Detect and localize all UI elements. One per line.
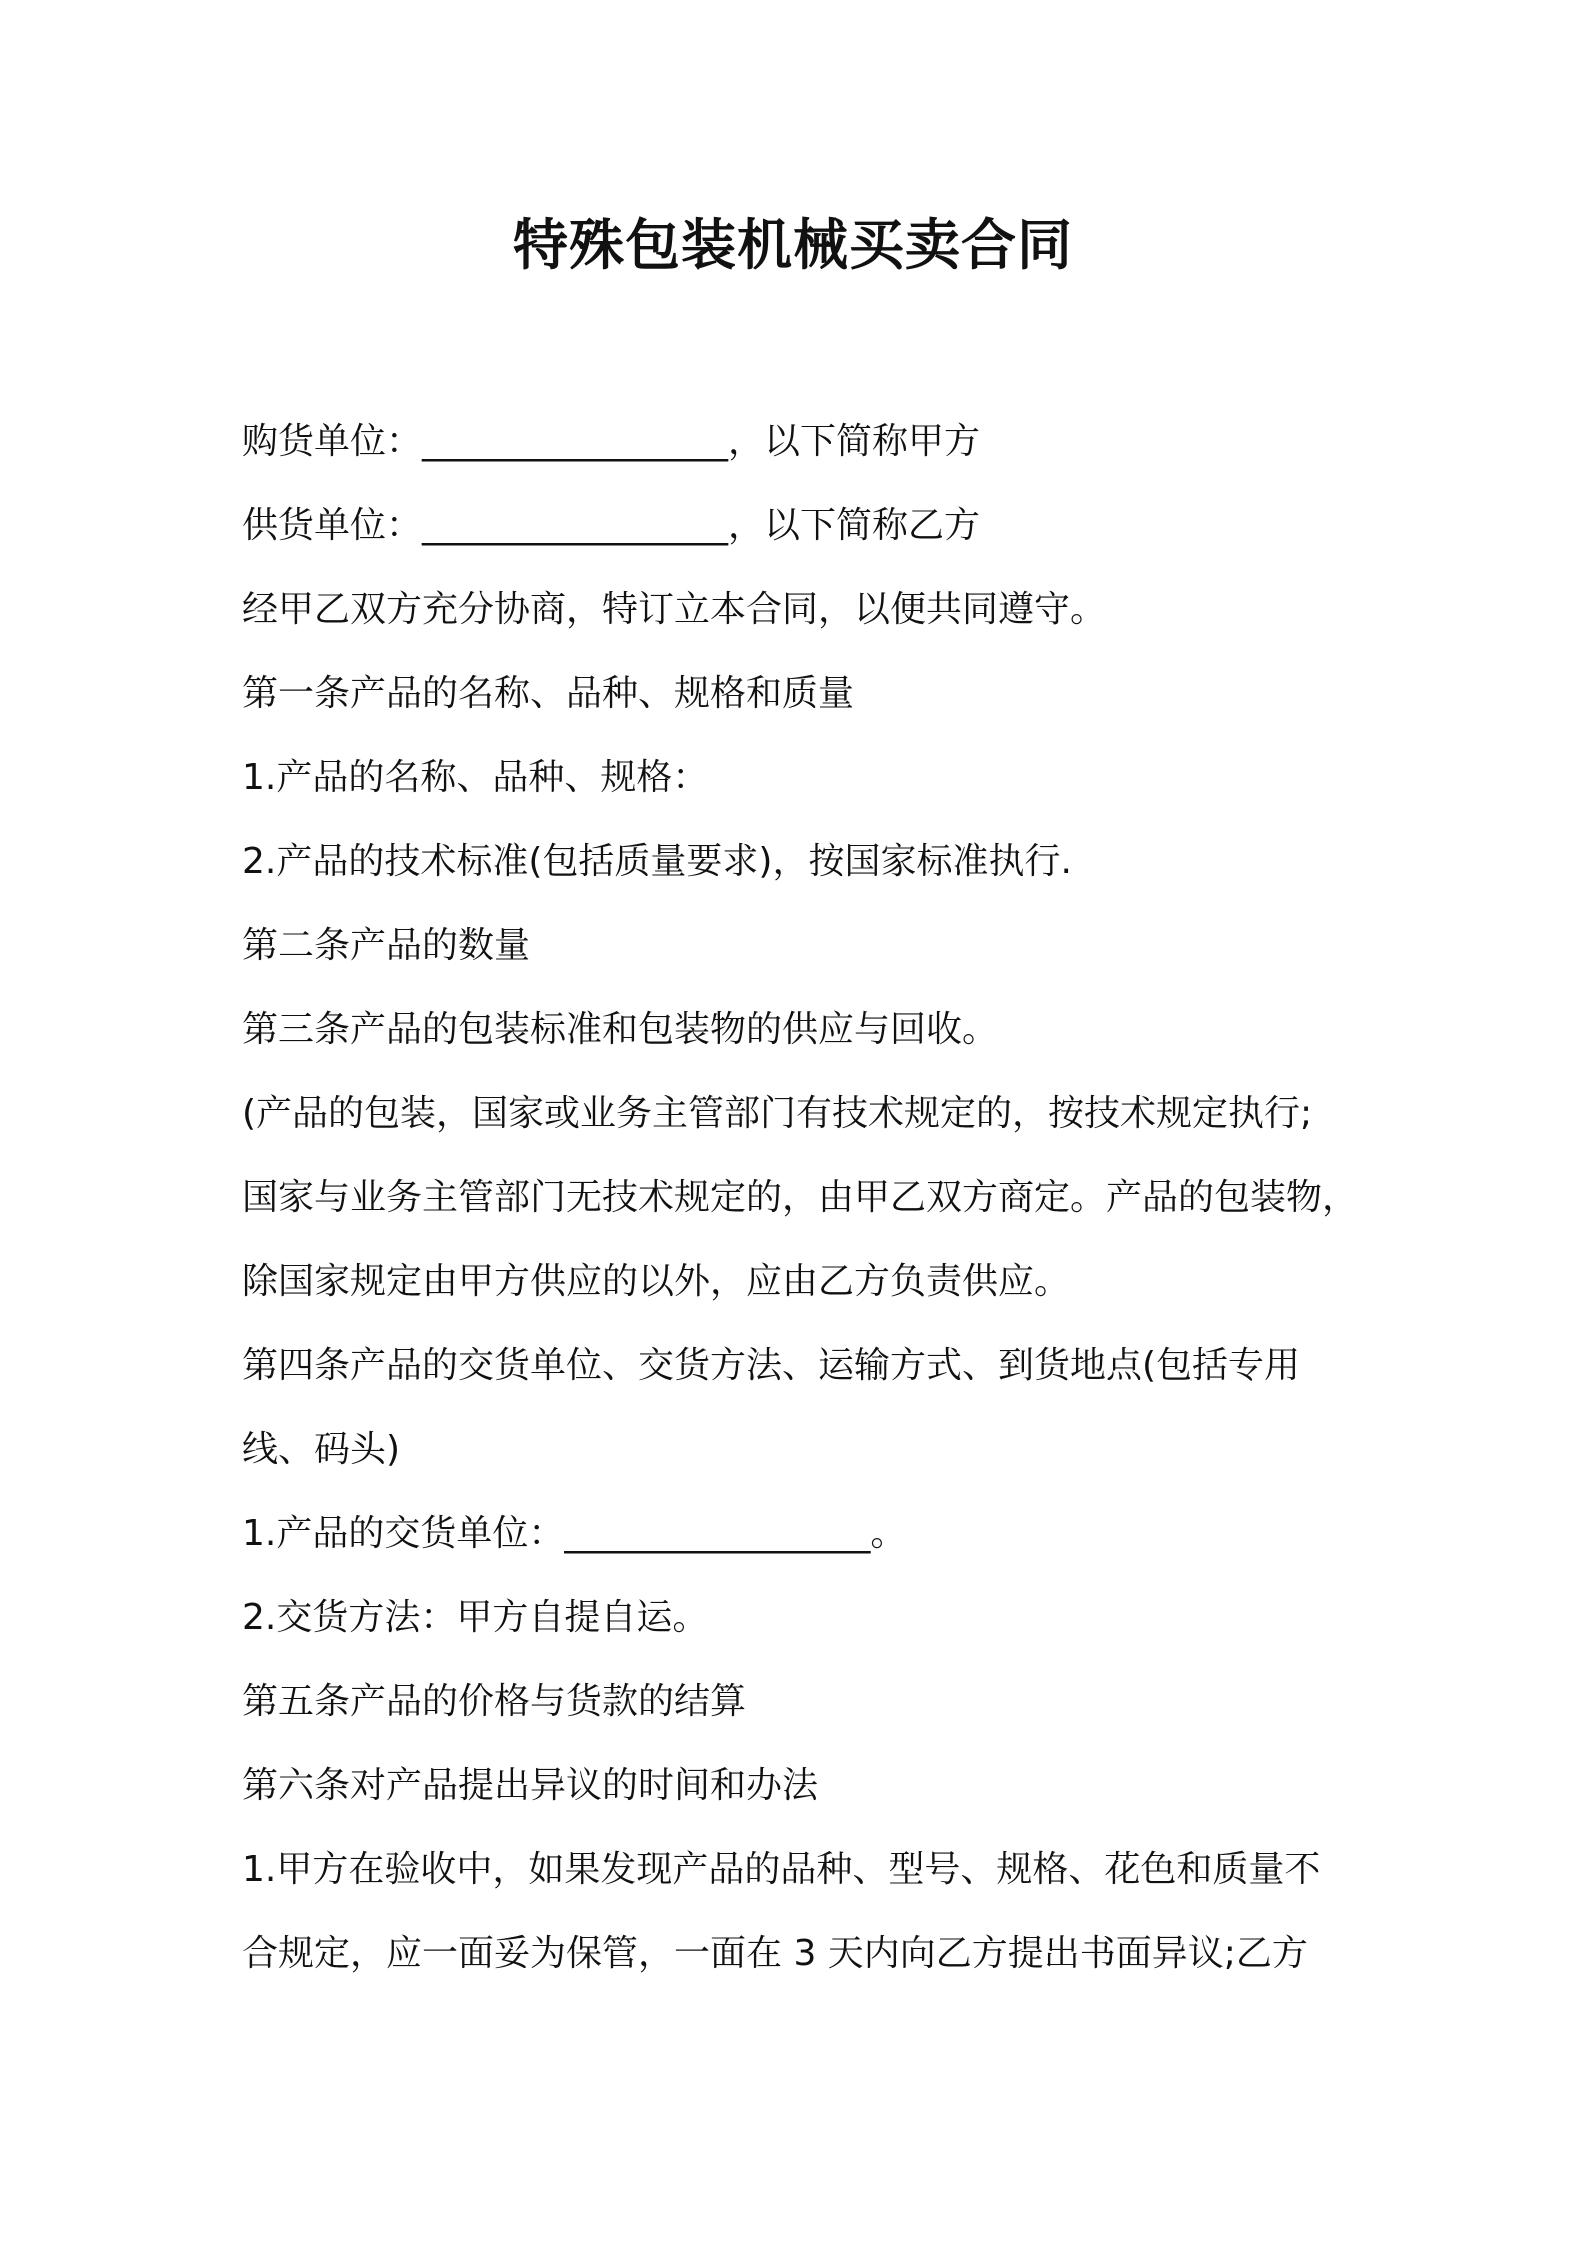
article-4-heading-line-1: 第四条产品的交货单位、交货方法、运输方式、到货地点(包括专用 <box>242 1345 1301 1386</box>
article-1-item-1: 1.产品的名称、品种、规格： <box>242 757 709 798</box>
article-1-item-2: 2.产品的技术标准(包括质量要求)，按国家标准执行. <box>242 841 1072 882</box>
document-body <box>242 400 1372 1996</box>
article-2-heading: 第二条产品的数量 <box>242 925 531 966</box>
article-6-item-1-line-2: 合规定，应一面妥为保管，一面在 3 天内向乙方提出书面异议;乙方 <box>242 1933 1308 1974</box>
article-4-item-1: 1.产品的交货单位：_________________。 <box>242 1513 907 1554</box>
article-4-heading-line-2: 线、码头) <box>242 1429 401 1470</box>
buyer-line: 购货单位：_________________，以下简称甲方 <box>242 421 981 462</box>
article-6-item-1-line-1: 1.甲方在验收中，如果发现产品的品种、型号、规格、花色和质量不 <box>242 1849 1321 1890</box>
article-4-item-2: 2.交货方法：甲方自提自运。 <box>242 1597 709 1638</box>
article-3-text-line-3: 除国家规定由甲方供应的以外，应由乙方负责供应。 <box>242 1261 1071 1302</box>
article-3-text-line-2: 国家与业务主管部门无技术规定的，由甲乙双方商定。产品的包装物， <box>242 1177 1359 1218</box>
article-1-heading: 第一条产品的名称、品种、规格和质量 <box>242 673 855 714</box>
article-5-heading: 第五条产品的价格与货款的结算 <box>242 1681 747 1722</box>
supplier-line: 供货单位：_________________，以下简称乙方 <box>242 505 981 546</box>
article-3-text-line-1: (产品的包装，国家或业务主管部门有技术规定的，按技术规定执行; <box>242 1093 1313 1134</box>
article-6-heading: 第六条对产品提出异议的时间和办法 <box>242 1765 819 1806</box>
preamble-line: 经甲乙双方充分协商，特订立本合同，以便共同遵守。 <box>242 589 1107 630</box>
document-title: 特殊包装机械买卖合同 <box>512 213 1073 277</box>
article-3-heading: 第三条产品的包装标准和包装物的供应与回收。 <box>242 1009 999 1050</box>
